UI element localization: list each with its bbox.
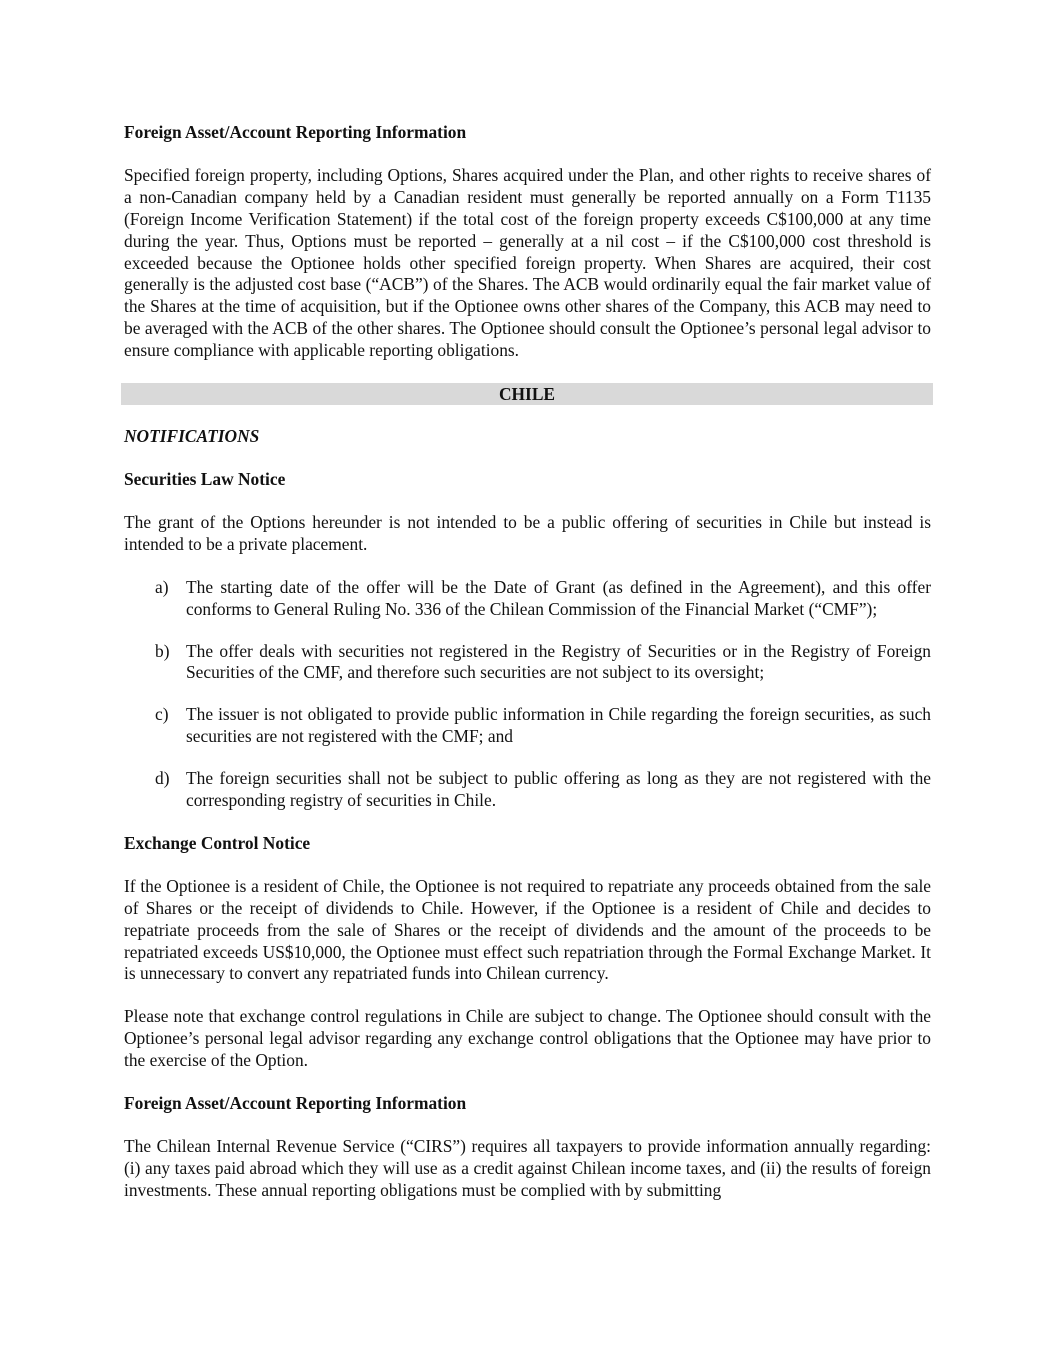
list-item-text: The starting date of the offer will be the Date of Grant (as defined in the Agreement), and this offer conforms to General Ruling No. 336 of the Chilean Commission of the Financial Market (“CMF”);: [186, 576, 931, 619]
list-marker: d): [155, 768, 170, 789]
securities-law-heading: Securities Law Notice: [124, 468, 286, 489]
list-item-text: The offer deals with securities not registered in the Registry of Securities or in the Registry of Foreign Securities of the CMF, and therefore such securities are not subject to its oversight;: [186, 640, 931, 683]
list-item: [124, 641, 931, 685]
list-item-text: The foreign securities shall not be subject to public offering as long as they are not registered with the corresponding registry of securities in Chile.: [186, 768, 931, 811]
list-marker: c): [155, 704, 169, 725]
list-item: [124, 704, 931, 748]
list-item-text: The issuer is not obligated to provide public information in Chile regarding the foreign securities, as such securities are not registered with the CMF; and: [186, 704, 931, 747]
canada-reporting-paragraph: Specified foreign property, including Options, Shares acquired under the Plan, and other rights to receive shares of a non-Canadian company held by a Canadian resident must generally be reported annually on a Form T1135 (Foreign Income Verification Statement) if the total cost of the foreign property exceeds C$100,000 at any time during the year. Thus, Options must be reported – generally at a nil cost – if the C$100,000 cost threshold is exceeded because the Optionee holds other specified foreign property. When Shares are acquired, their cost generally is the adjusted cost base (“ACB”) of the Shares. The ACB would ordinarily equal the fair market value of the Shares at the time of acquisition, but if the Optionee owns other shares of the Company, this ACB may need to be averaged with the ACB of the other shares. The Optionee should consult the Optionee’s personal legal advisor to ensure compliance with applicable reporting obligations.: [124, 164, 931, 361]
country-banner-chile: CHILE: [121, 383, 933, 405]
exchange-control-paragraph-1: If the Optionee is a resident of Chile, the Optionee is not required to repatriate any proceeds obtained from the sale of Shares or the receipt of dividends to Chile. However, if the Optionee is a resident of Chile and decides to repatriate proceeds from the sale of Shares or the receipt of dividends and the amount of the proceeds to be repatriated exceeds US$10,000, the Optionee must effect such repatriation through the Formal Exchange Market. It is unnecessary to convert any repatriated funds into Chilean currency.: [124, 875, 931, 984]
list-item: [124, 768, 931, 812]
chile-reporting-paragraph: The Chilean Internal Revenue Service (“CIRS”) requires all taxpayers to provide information annually regarding: (i) any taxes paid abroad which they will use as a credit against Chilean income taxes, and (ii) the results of foreign investments. These annual reporting obligations must be complied with by submitting: [124, 1136, 931, 1200]
canada-reporting-heading: Foreign Asset/Account Reporting Information: [124, 122, 467, 142]
list-marker: a): [155, 576, 169, 597]
securities-conditions-list: [124, 577, 931, 812]
document-page: [124, 122, 931, 1202]
list-marker: b): [155, 640, 170, 661]
exchange-control-paragraph-2: Please note that exchange control regulations in Chile are subject to change. The Optionee should consult with the Optionee’s personal legal advisor regarding any exchange control obligations that the Optionee may have prior to the exercise of the Option.: [124, 1006, 931, 1071]
securities-law-intro: The grant of the Options hereunder is not intended to be a public offering of securities in Chile but instead is intended to be a private placement.: [124, 511, 931, 554]
chile-reporting-heading: Foreign Asset/Account Reporting Information: [124, 1093, 467, 1114]
list-item: [124, 577, 931, 621]
notifications-heading: NOTIFICATIONS: [124, 426, 260, 447]
exchange-control-heading: Exchange Control Notice: [124, 832, 311, 853]
